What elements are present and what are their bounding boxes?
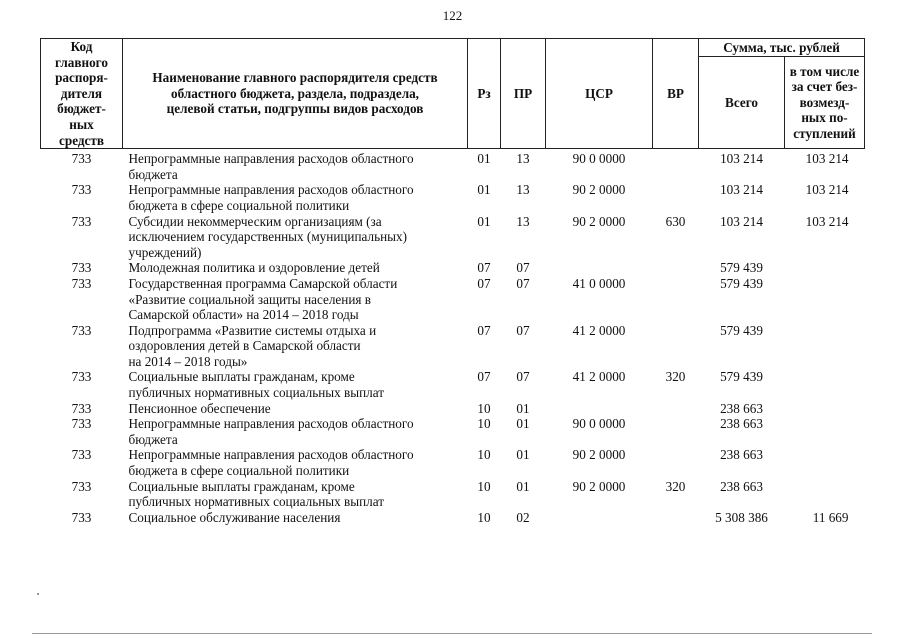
row-pr: 07 [516, 322, 530, 338]
row-code: 733 [71, 478, 92, 494]
table-row [41, 214, 865, 261]
row-rz: 07 [477, 322, 491, 338]
header-csr: ЦСР [546, 39, 653, 149]
row-vr: 320 [665, 369, 686, 385]
row-csr: 90 2 0000 [572, 182, 626, 198]
row-code: 733 [71, 182, 92, 198]
row-total: 238 663 [720, 447, 763, 463]
row-name-line: публичных нормативных социальных выплат [128, 494, 385, 510]
row-name-line: Социальные выплаты гражданам, кроме [128, 478, 355, 494]
row-name-line: Непрограммные направления расходов областного [128, 151, 414, 167]
row-vr [653, 149, 699, 183]
row-name-line: Непрограммные направления расходов областного [128, 447, 414, 463]
row-name-line: оздоровления детей в Самарской области [128, 338, 361, 354]
row-free: 11 669 [812, 509, 849, 525]
row-code: 733 [71, 322, 92, 338]
row-name [123, 447, 468, 478]
row-name-line: бюджета [128, 431, 178, 447]
header-vr: ВР [653, 39, 699, 149]
row-name-line: Непрограммные направления расходов областного [128, 416, 414, 432]
row-vr [653, 260, 699, 276]
header-total: Всего [699, 57, 785, 149]
row-rz: 07 [477, 260, 491, 276]
row-rz: 10 [477, 416, 491, 432]
page-number: 122 [442, 8, 463, 23]
row-vr [653, 416, 699, 447]
row-free: 103 214 [805, 182, 849, 198]
row-vr: 320 [665, 478, 686, 494]
row-free: 103 214 [805, 213, 849, 229]
row-code: 733 [71, 416, 92, 432]
table-header [41, 39, 865, 149]
row-pr: 02 [516, 509, 530, 525]
row-csr: 90 2 0000 [572, 478, 626, 494]
table-row [41, 369, 865, 400]
row-name-line: бюджета в сфере социальной политики [128, 197, 350, 213]
header-pr: ПР [501, 39, 546, 149]
table-row [41, 447, 865, 478]
row-name [123, 214, 468, 261]
row-name [123, 479, 468, 510]
row-pr: 01 [516, 447, 530, 463]
table-row [41, 276, 865, 323]
row-csr [546, 401, 653, 417]
row-pr: 13 [516, 182, 530, 198]
table-row [41, 323, 865, 370]
row-csr [546, 510, 653, 526]
row-free: 103 214 [805, 151, 849, 167]
row-name-line: на 2014 – 2018 годы» [128, 353, 248, 369]
row-total: 5 308 386 [715, 509, 768, 525]
row-total: 579 439 [720, 369, 763, 385]
row-name [123, 276, 468, 323]
header-rz: Рз [468, 39, 501, 149]
row-name-line: Социальное обслуживание населения [128, 509, 341, 525]
row-name-line: бюджета [128, 166, 178, 182]
table-row [41, 149, 865, 183]
row-pr: 13 [516, 151, 530, 167]
row-total: 103 214 [720, 151, 763, 167]
row-rz: 10 [477, 447, 491, 463]
row-total: 579 439 [720, 275, 763, 291]
row-rz: 10 [477, 478, 491, 494]
header-name: Наименование главного распорядителя средств областного бюджета, раздела, подраздела, целевой статьи, подгруппы видов расходов [123, 39, 468, 149]
row-free [785, 479, 865, 510]
row-vr: 630 [665, 213, 686, 229]
row-vr [653, 276, 699, 323]
row-csr: 41 2 0000 [572, 369, 626, 385]
row-code: 733 [71, 275, 92, 291]
row-name-line: Государственная программа Самарской области [128, 275, 398, 291]
row-code: 733 [71, 369, 92, 385]
row-csr [546, 260, 653, 276]
row-pr: 01 [516, 478, 530, 494]
row-vr [653, 401, 699, 417]
row-total: 238 663 [720, 416, 763, 432]
row-csr: 41 2 0000 [572, 322, 626, 338]
row-total: 238 663 [720, 478, 763, 494]
row-name-line: исключением государственных (муниципальных) [128, 229, 408, 245]
row-name [123, 416, 468, 447]
row-name [123, 149, 468, 183]
row-name [123, 369, 468, 400]
row-free [785, 447, 865, 478]
row-name-line: публичных нормативных социальных выплат [128, 385, 385, 401]
row-name-line: Непрограммные направления расходов областного [128, 182, 414, 198]
budget-table [40, 38, 865, 525]
row-csr: 90 0 0000 [572, 416, 626, 432]
row-name-line: «Развитие социальной защиты населения в [128, 291, 371, 307]
row-rz: 10 [477, 400, 491, 416]
row-total: 579 439 [720, 260, 763, 276]
bottom-rule [32, 633, 872, 634]
table-row [41, 401, 865, 417]
table-row [41, 510, 865, 526]
row-total: 238 663 [720, 400, 763, 416]
header-sum: Сумма, тыс. рублей [699, 39, 865, 57]
table-row [41, 182, 865, 213]
row-name-line: Социальные выплаты гражданам, кроме [128, 369, 355, 385]
row-free [785, 260, 865, 276]
row-code: 733 [71, 151, 92, 167]
row-code: 733 [71, 213, 92, 229]
row-csr: 90 2 0000 [572, 447, 626, 463]
row-csr: 90 2 0000 [572, 213, 626, 229]
row-total: 103 214 [720, 213, 763, 229]
row-name-line: бюджета в сфере социальной политики [128, 463, 350, 479]
row-name-line: Самарской области» на 2014 – 2018 годы [128, 307, 359, 323]
row-name-line: Подпрограмма «Развитие системы отдыха и [128, 322, 377, 338]
row-pr: 07 [516, 275, 530, 291]
row-vr [653, 182, 699, 213]
row-name [123, 182, 468, 213]
header-code: Код главного распоря- дителя бюджет- ных средств [41, 39, 123, 149]
header-free: в том числе за счет без- возмезд- ных по- ступлений [785, 57, 865, 149]
table-row [41, 260, 865, 276]
row-rz: 01 [477, 213, 491, 229]
row-csr: 41 0 0000 [572, 275, 626, 291]
row-rz: 01 [477, 151, 491, 167]
row-name-line: Субсидии некоммерческим организациям (за [128, 213, 382, 229]
row-rz: 01 [477, 182, 491, 198]
row-free [785, 416, 865, 447]
row-code: 733 [71, 509, 92, 525]
row-name [123, 401, 468, 417]
row-name [123, 323, 468, 370]
row-pr: 13 [516, 213, 530, 229]
row-pr: 01 [516, 416, 530, 432]
row-free [785, 401, 865, 417]
row-pr: 07 [516, 260, 530, 276]
row-free [785, 369, 865, 400]
scan-speck [37, 593, 39, 595]
row-name-line: Пенсионное обеспечение [128, 400, 271, 416]
row-name [123, 260, 468, 276]
row-code: 733 [71, 447, 92, 463]
row-code: 733 [71, 400, 92, 416]
row-total: 103 214 [720, 182, 763, 198]
row-free [785, 323, 865, 370]
row-rz: 07 [477, 275, 491, 291]
row-rz: 10 [477, 509, 491, 525]
row-pr: 01 [516, 400, 530, 416]
row-pr: 07 [516, 369, 530, 385]
row-total: 579 439 [720, 322, 763, 338]
row-rz: 07 [477, 369, 491, 385]
row-name-line: Молодежная политика и оздоровление детей [128, 260, 380, 276]
row-vr [653, 510, 699, 526]
row-vr [653, 447, 699, 478]
row-free [785, 276, 865, 323]
table-row [41, 479, 865, 510]
row-vr [653, 323, 699, 370]
row-name-line: учреждений) [128, 244, 202, 260]
row-name [123, 510, 468, 526]
table-body [41, 149, 865, 526]
row-csr: 90 0 0000 [572, 151, 626, 167]
table-row [41, 416, 865, 447]
row-code: 733 [71, 260, 92, 276]
